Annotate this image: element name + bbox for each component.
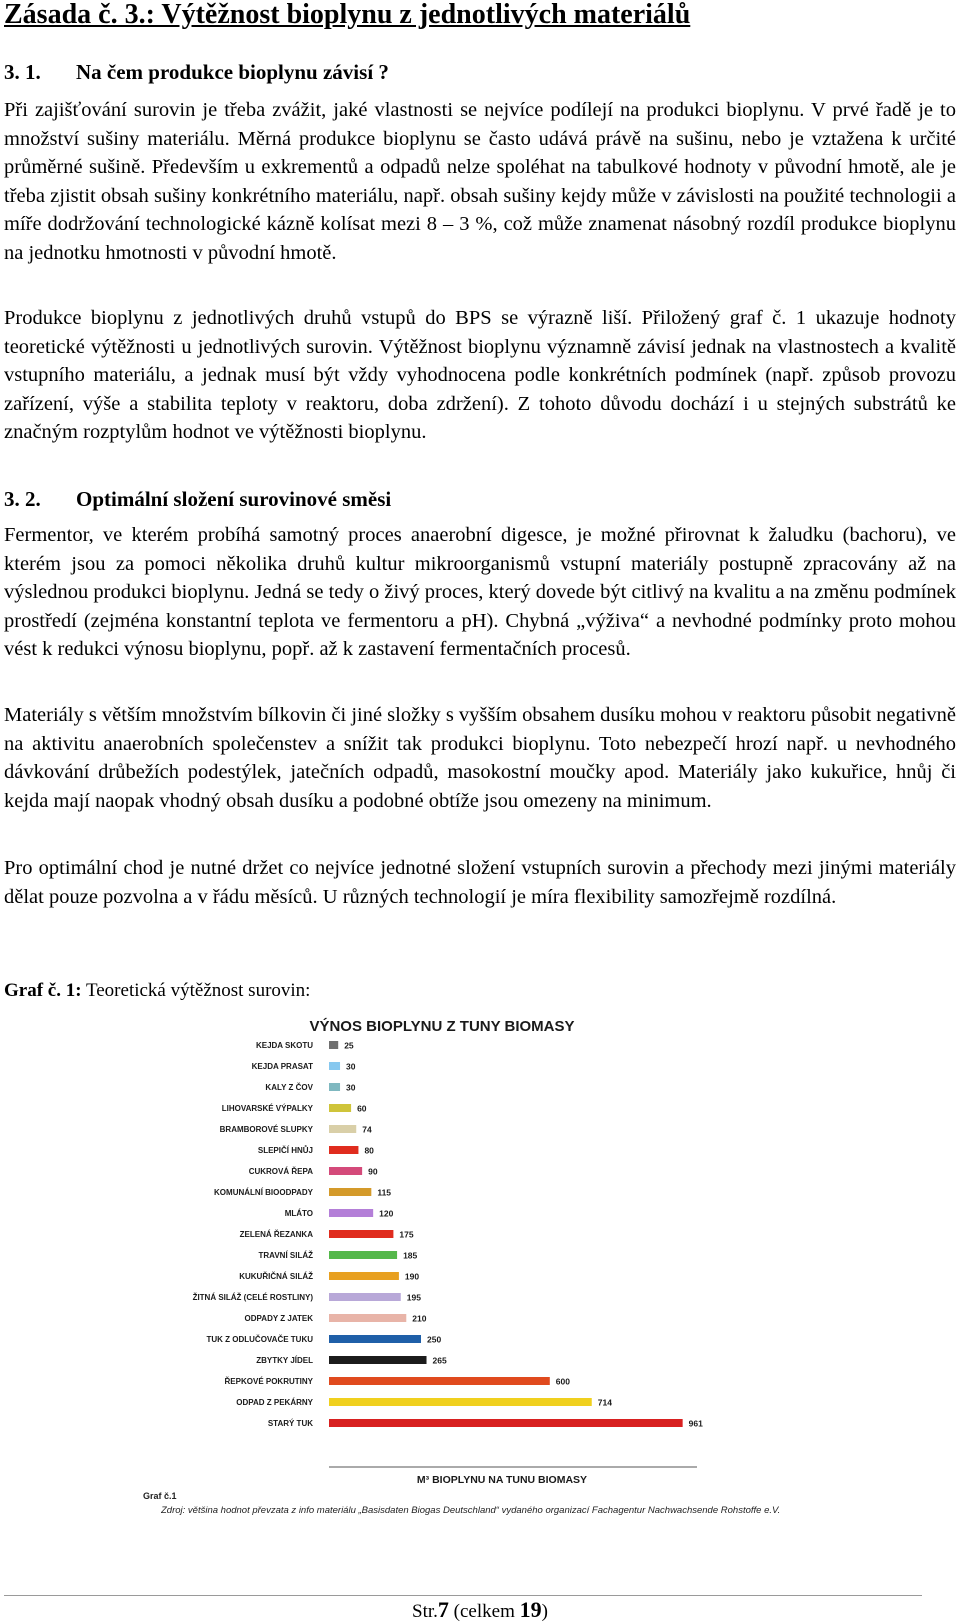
category-label-bramborove-slupky: BRAMBOROVÉ SLUPKY (219, 1125, 313, 1134)
paragraph-optimal-composition: Pro optimální chod je nutné držet co nejvíce jednotné složení vstupních surovin a přechody mezi jinými materiály dělat pouze pozvolna a v řádu měsíců. U různých technologií je míra flexibility samozřejmě rozdílná. (4, 857, 956, 908)
category-label-repkove-pokrutiny: ŘEPKOVÉ POKRUTINY (224, 1377, 313, 1386)
value-label-bramborove-slupky: 74 (362, 1124, 372, 1135)
paragraph-nitrogen: Materiály s větším množstvím bílkovin či jiné složky s vyšším obsahem dusíku mohou v reaktoru působit negativně na aktivitu anaerobních společenstev a snížit tak produkci bioplynu. Toto nebezpečí hrozí např. u nevhodného dávkování drůbežích podestýlek, jatečních odpadů, masokostní moučky apod. Materiály jako kukuřice, hnůj či kejda mají naopak vhodný obsah dusíku a podobné obtíže jsou omezeny na minimum. (4, 704, 956, 812)
section-number: 3. 2. (4, 487, 41, 511)
category-label-zelena-rezanka: ZELENÁ ŘEZANKA (239, 1230, 313, 1239)
footer-middle: (celkem (448, 1601, 520, 1622)
section-number: 3. 1. (4, 60, 41, 84)
bar-lihovarske-vypalky (329, 1104, 351, 1112)
value-label-lihovarske-vypalky: 60 (357, 1103, 367, 1114)
value-label-kejda-prasat: 30 (346, 1061, 356, 1072)
category-label-mlato: MLÁTO (284, 1209, 313, 1218)
bar-odpady-z-jatek (329, 1314, 406, 1322)
value-label-zbytky-jidel: 265 (432, 1355, 447, 1366)
chart-x-axis-label: M³ BIOPLYNU NA TUNU BIOMASY (416, 1474, 588, 1486)
category-label-zbytky-jidel: ZBYTKY JÍDEL (256, 1356, 313, 1365)
category-label-kejda-prasat: KEJDA PRASAT (251, 1062, 313, 1071)
category-label-kaly-z-cov: KALY Z ČOV (265, 1083, 313, 1092)
category-label-cukrova-repa: CUKROVÁ ŘEPA (248, 1167, 313, 1176)
value-label-cukrova-repa: 90 (368, 1166, 378, 1177)
bar-zbytky-jidel (329, 1356, 427, 1364)
bar-kejda-skotu (329, 1041, 338, 1049)
footer-divider (4, 1595, 922, 1596)
value-label-zelena-rezanka: 175 (399, 1229, 414, 1240)
section-heading-text: Na čem produkce bioplynu závisí ? (76, 60, 389, 84)
value-label-zitna-silaz-cele-rostliny: 195 (406, 1292, 421, 1303)
value-label-komunalni-bioodpady: 115 (377, 1187, 392, 1198)
footer-page-number: 7 (437, 1597, 449, 1622)
value-label-kukuricna-silaz: 190 (404, 1271, 420, 1282)
footer-prefix: Str. (412, 1601, 438, 1622)
biogas-yield-chart (137, 1005, 822, 1553)
value-label-mlato: 120 (379, 1208, 394, 1219)
chart-title: VÝNOS BIOPLYNU Z TUNY BIOMASY (309, 1018, 575, 1035)
value-label-kaly-z-cov: 30 (346, 1082, 356, 1093)
bar-slepici-hnuj (329, 1146, 358, 1154)
paragraph-fermentor: Fermentor, ve kterém probíhá samotný proces anaerobní digesce, je možné přirovnat k žaludku (bachoru), ve kterém jsou za pomoci několika druhů kultur mikroorganismů vstupní materiály postupně zpracovány až na výslednou produkci bioplynu. Jedná se tedy o živý proces, který dovede být citlivý na kvalitu a na změnu podmínek prostředí (zejména konstantní teplota ve fermentoru a pH). Chybná „výživa“ a nevhodné podmínky proto mohou vést k redukci výnosu bioplynu, popř. až k zastavení fermentačních procesů. (4, 524, 956, 660)
footer-suffix: ) (541, 1601, 548, 1622)
bar-stary-tuk (329, 1419, 683, 1427)
category-label-kejda-skotu: KEJDA SKOTU (255, 1041, 313, 1050)
chart-caption (4, 980, 310, 1002)
section-heading-3-1 (4, 60, 389, 85)
category-label-odpad-z-pekarny: ODPAD Z PEKÁRNY (236, 1398, 313, 1407)
value-label-travni-silaz: 185 (403, 1250, 418, 1261)
category-label-komunalni-bioodpady: KOMUNÁLNÍ BIOODPADY (214, 1188, 313, 1197)
category-label-stary-tuk: STARÝ TUK (267, 1419, 313, 1428)
category-label-travni-silaz: TRAVNÍ SILÁŽ (258, 1251, 313, 1260)
value-label-tuk-z-odlucovace-tuku: 250 (427, 1334, 442, 1345)
page-title: Zásada č. 3.: Výtěžnost bioplynu z jednotlivých materiálů (4, 0, 691, 30)
value-label-stary-tuk: 961 (688, 1418, 703, 1429)
bar-tuk-z-odlucovace-tuku (329, 1335, 421, 1343)
bar-cukrova-repa (329, 1167, 362, 1175)
bar-komunalni-bioodpady (329, 1188, 371, 1196)
chart-bars (193, 1041, 704, 1429)
bar-zelena-rezanka (329, 1230, 393, 1238)
value-label-slepici-hnuj: 80 (364, 1145, 374, 1156)
bar-kaly-z-cov (329, 1083, 340, 1091)
value-label-odpady-z-jatek: 210 (412, 1313, 427, 1324)
category-label-kukuricna-silaz: KUKUŘIČNÁ SILÁŽ (239, 1272, 313, 1281)
category-label-lihovarske-vypalky: LIHOVARSKÉ VÝPALKY (221, 1104, 313, 1113)
chart-source-note: Zdroj: většina hodnot převzata z info materiálu „Basisdaten Biogas Deutschland“ vydaného organizací Fachagentur Nachwachsende Rohstoffe e.V. (161, 1505, 781, 1516)
bar-travni-silaz (329, 1251, 397, 1259)
category-label-zitna-silaz-cele-rostliny: ŽITNÁ SILÁŽ (CELÉ ROSTLINY) (192, 1293, 313, 1302)
paragraph-dry-matter: Při zajišťování surovin je třeba zvážit, jaké vlastnosti se nejvíce podílejí na produkci bioplynu. V prvé řadě je to množství sušiny materiálu. Měrná produkce bioplynu se často udává právě na sušinu, nebo je vztažena k určité průměrné sušině. Především u exkrementů a odpadů nelze spoléhat na tabulkové hodnoty v původní hmotě, ale je třeba zjistit obsah sušiny konkrétního materiálu, např. obsah sušiny kejdy může v závislosti na použité technologii a míře dodržování technologické kázně kolísat mezi 8 – 3 %, což může znamenat násobný rozdíl produkce bioplynu na jednotku hmotnosti v původní hmotě. (4, 99, 956, 264)
bar-odpad-z-pekarny (329, 1398, 592, 1406)
chart-source-label: Graf č.1 (143, 1491, 177, 1501)
page-footer (0, 1597, 960, 1623)
bar-kukuricna-silaz (329, 1272, 399, 1280)
category-label-slepici-hnuj: SLEPIČÍ HNŮJ (257, 1146, 313, 1155)
caption-label: Graf č. 1: (4, 980, 82, 1001)
paragraph-biogas-yield: Produkce bioplynu z jednotlivých druhů vstupů do BPS se výrazně liší. Přiložený graf č. 1 ukazuje hodnoty teoretické výtěžnosti u jednotlivých surovin. Výtěžnost bioplynu významně závisí jednak na vlastnostech a kvalitě vstupního materiálu, a jednak musí být vždy vyhodnocena podle konkrétních podmínek (např. způsob provozu zařízení, výše a stabilita teploty v reaktoru, doba zdržení). Z tohoto důvodu dochází i u stejných substrátů ke značným rozptylům hodnot ve výtěžnosti bioplynu. (4, 307, 956, 443)
bar-mlato (329, 1209, 373, 1217)
section-heading-text: Optimální složení surovinové směsi (76, 487, 392, 511)
caption-text: Teoretická výtěžnost surovin: (81, 980, 311, 1001)
value-label-repkove-pokrutiny: 600 (555, 1376, 570, 1387)
bar-repkove-pokrutiny (329, 1377, 550, 1385)
category-label-odpady-z-jatek: ODPADY Z JATEK (244, 1314, 313, 1323)
footer-total-pages: 19 (519, 1597, 542, 1622)
value-label-kejda-skotu: 25 (344, 1040, 354, 1051)
bar-zitna-silaz-cele-rostliny (329, 1293, 401, 1301)
category-label-tuk-z-odlucovace-tuku: TUK Z ODLUČOVAČE TUKU (206, 1335, 313, 1344)
bar-kejda-prasat (329, 1062, 340, 1070)
value-label-odpad-z-pekarny: 714 (597, 1397, 612, 1408)
section-heading-3-2 (4, 487, 391, 512)
bar-bramborove-slupky (329, 1125, 356, 1133)
